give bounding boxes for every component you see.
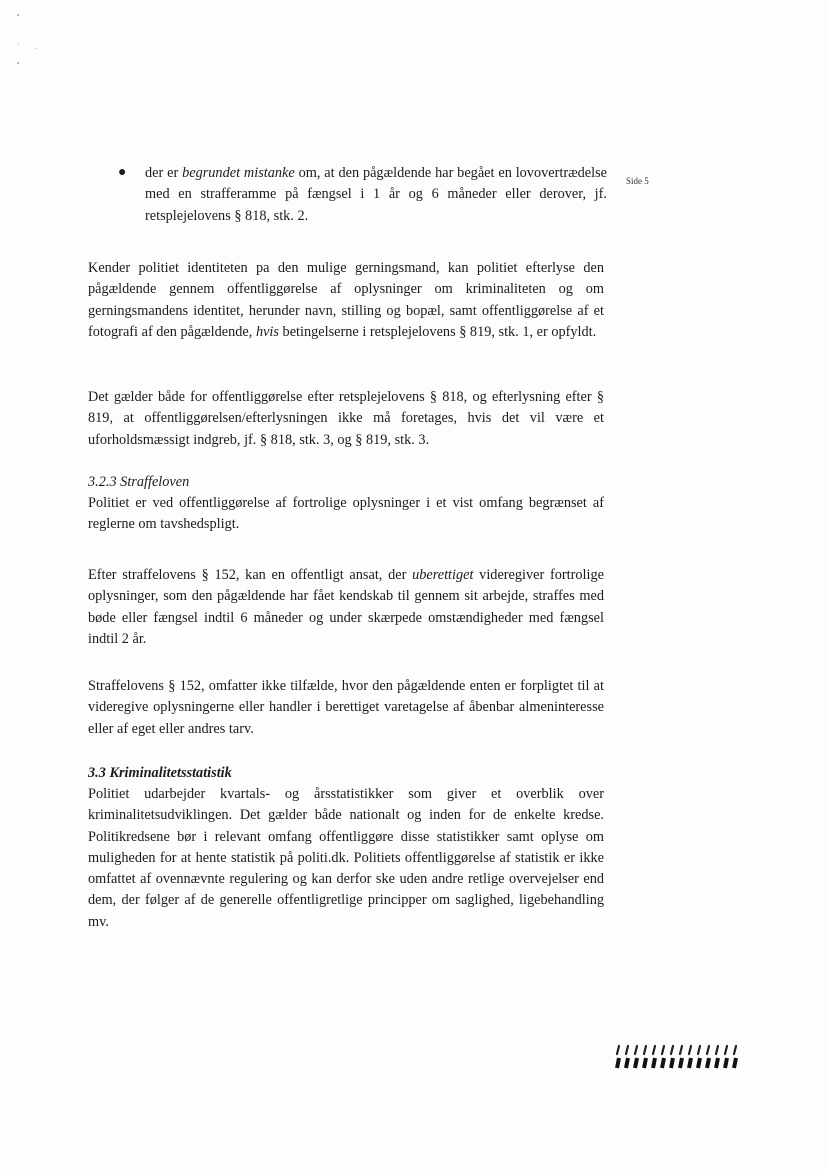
paragraph-forholdsmaessighed: Det gælder både for offentliggørelse efter retsplejelovens § 818, og efterlysning efter § 819, at offentliggørelsen/efterlysningen ikke må foretages, hvis det vil være et uforholdsmæssigt indgreb, jf. § 818, stk. 3, og § 819, stk. 3. xyxy=(88,389,604,448)
scan-speck xyxy=(17,14,19,16)
page-number-note: Side 5 xyxy=(626,176,649,186)
section-heading-kriminalitetsstatistik: 3.3 Kriminalitetsstatistik xyxy=(88,765,232,781)
scan-speck xyxy=(18,44,19,45)
scan-speck xyxy=(17,62,19,64)
paragraph-efterlysning: Kender politiet identiteten pa den mulige gerningsmand, kan politiet efterlyse den pågældende gennem offentliggørelse af oplysninger om kriminaliteten og om gerningsmandens identitet, herunder navn, stilling og bopæl, samt offentliggørelse af et fotografi af den pågældende, hvis betingelserne i retsplejelovens § 819, stk. 1, er opfyldt. xyxy=(88,260,604,340)
section-heading-straffeloven: 3.2.3 Straffeloven xyxy=(88,474,190,490)
paragraph-undtagelser: Straffelovens § 152, omfatter ikke tilfælde, hvor den pågældende enten er forpligtet til at videregive oplysningerne eller handler i berettiget varetagelse af åbenbar almeninteresse eller af eget eller andres tarv. xyxy=(88,678,604,737)
paragraph-statistik: Politiet udarbejder kvartals- og årsstatistikker som giver et overblik over kriminalitetsudviklingen. Det gælder både nationalt og inden for de enkelte kredse. Politikredsene bør i relevant omfang offentliggøre disse statistikker samt oplyse om muligheden for at hente statistik på politi.dk. Politiets offentliggørelse af statistik er ikke omfattet af ovennævnte regulering og kan derfor ske uden andre retlige overvejelser end dem, der følger af de generelle offentligretlige principper om saglighed, ligebehandling mv. xyxy=(88,786,604,930)
bullet-icon: ● xyxy=(118,165,127,180)
bullet-text: der er begrundet mistanke om, at den pågældende har begået en lovovertrædelse med en strafferamme på fængsel i 1 år og 6 måneder eller derover, jf. retsplejelovens § 818, stk. 2. xyxy=(145,165,608,224)
barcode-stamp-icon xyxy=(614,1044,742,1070)
paragraph-straffelovens-152: Efter straffelovens § 152, kan en offentligt ansat, der uberettiget videregiver fortrolige oplysninger, som den pågældende har fået kendskab til gennem sit arbejde, straffes med bøde eller fængsel indtil 6 måneder og under skærpede omstændigheder med fængsel indtil 2 år. xyxy=(88,567,604,647)
paragraph-tavshedspligt: Politiet er ved offentliggørelse af fortrolige oplysninger i et vist omfang begrænset af reglerne om tavshedspligt. xyxy=(88,495,604,533)
scan-speck xyxy=(36,48,37,49)
